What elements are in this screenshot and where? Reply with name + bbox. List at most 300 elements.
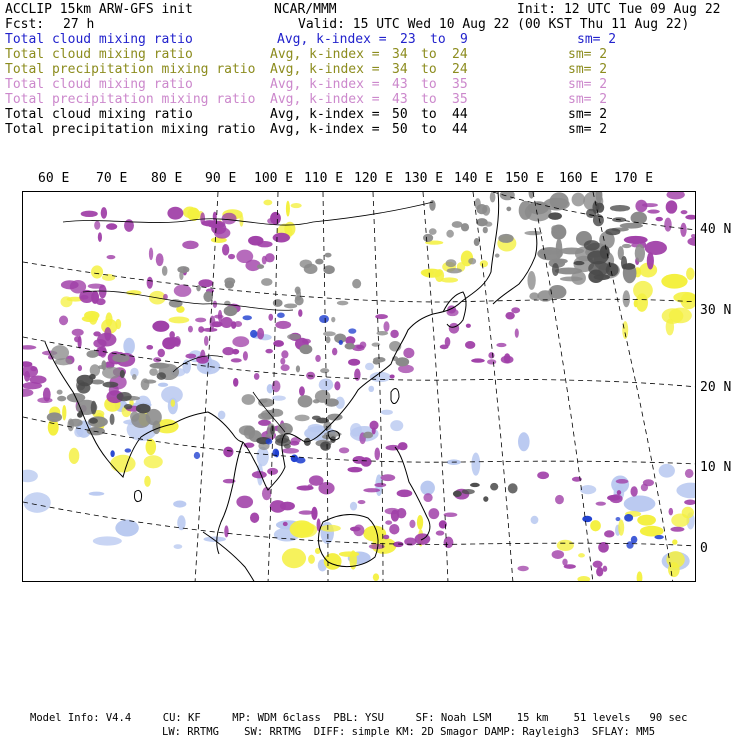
cloud-gray — [177, 266, 189, 273]
cloud-purple — [537, 472, 549, 480]
cloud-purple — [94, 221, 100, 230]
organization-label: NCAR/MMM — [274, 2, 337, 17]
cloud-purple — [107, 255, 116, 259]
cloud-purple — [593, 561, 603, 568]
cloud-gray — [498, 234, 513, 243]
legend-k-to: 24 — [452, 47, 468, 62]
cloud-gray — [631, 212, 647, 225]
precip-yellow — [682, 507, 694, 519]
cloud-gray — [537, 247, 563, 260]
cloud-light-blue — [580, 485, 596, 494]
cloud-gray — [295, 415, 310, 422]
cloud-gray — [352, 279, 361, 289]
cloud-purple — [282, 448, 299, 454]
precip-yellow — [69, 448, 80, 464]
cloud-purple — [501, 356, 514, 364]
cloud-dark-gray — [136, 404, 151, 414]
precip-yellow — [324, 553, 342, 570]
cloud-purple — [204, 336, 209, 346]
lon-label: 170 E — [614, 171, 654, 186]
cloud-purple — [257, 328, 264, 340]
cloud-gray — [551, 225, 558, 232]
cloud-purple — [423, 493, 432, 502]
cloud-gray — [224, 306, 238, 316]
cloud-purple — [270, 500, 286, 513]
legend-to-word: to — [430, 32, 446, 47]
precip-yellow — [144, 476, 151, 487]
cloud-purple — [353, 524, 364, 536]
legend-k-to: 35 — [452, 77, 468, 92]
cloud-purple — [72, 329, 84, 336]
cloud-gray — [446, 259, 457, 267]
lon-label: 110 E — [304, 171, 344, 186]
cloud-light-blue — [381, 410, 393, 415]
cloud-purple — [70, 280, 86, 293]
cloud-purple — [369, 544, 385, 549]
cloud-dark-gray — [548, 212, 562, 219]
lon-label: 120 E — [354, 171, 394, 186]
cloud-light-blue — [123, 338, 135, 355]
cloud-gray — [429, 228, 437, 235]
cloud-purple — [220, 317, 232, 328]
cloud-purple — [147, 277, 153, 289]
cloud-purple — [232, 336, 249, 347]
cloud-purple — [97, 333, 116, 347]
cloud-purple — [647, 209, 660, 213]
lon-label: 140 E — [454, 171, 494, 186]
cloud-purple — [167, 337, 180, 347]
legend-k-from: 23 — [400, 32, 416, 47]
cloud-purple — [604, 530, 614, 537]
cloud-purple — [616, 479, 629, 484]
cloud-purple — [680, 223, 686, 237]
cloud-light-blue — [173, 501, 186, 508]
cloud-gray — [331, 317, 335, 322]
cloud-purple — [664, 218, 671, 232]
lon-line-90e — [195, 192, 218, 582]
cloud-gray — [296, 365, 300, 372]
cloud-gray — [452, 221, 463, 228]
cloud-dark-gray — [120, 370, 125, 378]
cloud-purple — [37, 397, 52, 403]
cloud-purple — [214, 315, 223, 319]
cloud-purple — [267, 468, 278, 475]
legend-k-from: 43 — [392, 77, 408, 92]
cloud-dark-gray — [284, 444, 291, 449]
precip-yellow — [637, 571, 643, 582]
cloud-purple — [283, 522, 288, 526]
cloud-gray — [57, 390, 63, 395]
cloud-purple — [642, 203, 658, 207]
cloud-gray — [102, 367, 121, 379]
cloud-purple — [265, 253, 275, 262]
cloud-gray — [550, 192, 569, 209]
legend-smoothing: sm= 2 — [577, 32, 617, 47]
cloud-purple — [685, 215, 696, 220]
cloud-purple — [685, 469, 694, 478]
precip-yellow — [62, 405, 66, 420]
cloud-purple — [444, 537, 454, 548]
cloud-gray — [315, 259, 323, 265]
lon-label: 160 E — [559, 171, 599, 186]
precip-yellow — [183, 207, 197, 218]
cloud-blue — [626, 541, 633, 549]
legend-avg-label: Avg, k-index = — [270, 62, 380, 77]
cloud-purple — [167, 207, 183, 220]
map-panel — [22, 191, 696, 582]
legend-k-from: 34 — [392, 47, 408, 62]
cloud-purple — [643, 479, 654, 486]
cloud-purple — [409, 520, 415, 528]
coastline-taiwan — [391, 389, 399, 404]
cloud-gray — [323, 331, 336, 336]
cloud-light-blue — [182, 359, 191, 373]
legend-avg-label: Avg, k-index = — [270, 77, 380, 92]
precip-yellow — [339, 551, 359, 557]
cloud-purple — [281, 350, 288, 358]
legend-field-name: Total cloud mixing ratio — [5, 107, 193, 122]
legend-to-word: to — [421, 107, 437, 122]
precip-yellow — [373, 573, 379, 581]
cloud-purple — [353, 456, 366, 464]
legend-field-name: Total cloud mixing ratio — [5, 32, 193, 47]
precip-yellow — [480, 260, 488, 267]
coastline-bay-bengal — [208, 412, 243, 442]
cloud-purple — [174, 285, 192, 297]
cloud-gray — [337, 301, 349, 306]
lat-label: 10 N — [700, 460, 732, 475]
valid-time: Valid: 15 UTC Wed 10 Aug 22 (00 KST Thu 11 Aug 22) — [298, 17, 690, 32]
cloud-dark-gray — [490, 483, 498, 491]
cloud-blue — [125, 448, 132, 452]
cloud-purple — [211, 222, 226, 234]
precip-yellow — [286, 201, 290, 217]
cloud-purple — [348, 359, 360, 366]
cloud-gray — [47, 412, 62, 422]
lon-label: 80 E — [151, 171, 183, 186]
cloud-purple — [81, 211, 98, 217]
precip-yellow — [440, 277, 458, 282]
cloud-gray — [273, 299, 283, 307]
precip-yellow — [146, 439, 156, 455]
lat-label: 20 N — [700, 380, 732, 395]
precip-yellow — [636, 293, 648, 311]
lon-line-120e — [373, 192, 383, 582]
cloud-purple — [449, 323, 459, 334]
precip-yellow — [282, 548, 306, 568]
cloud-light-blue — [204, 536, 226, 542]
cloud-blue — [291, 455, 298, 463]
cloud-gray — [363, 432, 373, 439]
cloud-purple — [398, 442, 408, 450]
cloud-blue — [319, 315, 329, 323]
cloud-gray — [131, 413, 150, 428]
cloud-purple — [360, 342, 367, 349]
cloud-light-blue — [659, 464, 675, 478]
cloud-purple — [487, 359, 496, 364]
cloud-purple — [195, 318, 206, 323]
model-title: ACCLIP 15km ARW-GFS init — [5, 2, 193, 17]
cloud-gray — [423, 234, 433, 242]
cloud-dark-gray — [610, 205, 630, 212]
cloud-purple — [440, 344, 449, 349]
cloud-purple — [254, 373, 260, 380]
cloud-purple — [375, 314, 388, 319]
cloud-dark-gray — [453, 491, 462, 497]
cloud-gray — [485, 222, 493, 227]
precip-yellow — [640, 526, 664, 537]
cloud-purple — [228, 254, 235, 259]
cloud-purple — [182, 241, 198, 250]
cloud-purple — [374, 483, 386, 487]
precip-yellow — [144, 455, 163, 468]
legend-smoothing: sm= 2 — [568, 92, 608, 107]
lon-label: 150 E — [505, 171, 545, 186]
cloud-purple — [224, 525, 228, 537]
cloud-purple — [515, 328, 519, 338]
cloud-purple — [517, 566, 528, 571]
legend-k-to: 24 — [452, 62, 468, 77]
cloud-light-blue — [420, 481, 435, 496]
lat-label: 30 N — [700, 303, 732, 318]
cloud-purple — [236, 496, 253, 509]
cloud-dark-gray — [605, 228, 620, 235]
cloud-purple — [296, 485, 313, 490]
cloud-purple — [169, 331, 175, 338]
cloud-light-blue — [676, 483, 696, 499]
cloud-purple — [268, 314, 273, 321]
cloud-purple — [59, 316, 68, 326]
cloud-gray — [326, 336, 331, 343]
cloud-gray — [162, 266, 168, 276]
cloud-purple — [185, 354, 196, 359]
cloud-light-blue — [89, 492, 105, 496]
cloud-gray — [552, 258, 567, 263]
legend-k-from: 43 — [392, 92, 408, 107]
cloud-purple — [149, 247, 153, 260]
cloud-purple — [281, 364, 290, 371]
cloud-light-blue — [471, 452, 480, 475]
cloud-purple — [280, 358, 285, 365]
cloud-gray — [242, 394, 256, 405]
cloud-purple — [200, 350, 205, 362]
cloud-purple — [243, 351, 248, 360]
legend-field-name: Total precipitation mixing ratio — [5, 62, 256, 77]
legend-smoothing: sm= 2 — [568, 77, 608, 92]
cloud-gray — [429, 200, 435, 211]
cloud-gray — [468, 258, 476, 264]
cloud-purple — [198, 279, 213, 287]
cloud-dark-gray — [157, 372, 166, 380]
cloud-purple — [375, 448, 381, 461]
lon-label: 60 E — [38, 171, 70, 186]
precip-yellow — [291, 203, 302, 208]
coastline-sri-lanka — [134, 490, 141, 501]
cloud-purple — [262, 487, 271, 500]
lon-label: 90 E — [205, 171, 237, 186]
cloud-light-blue — [272, 395, 286, 400]
cloud-light-blue — [370, 372, 391, 382]
cloud-purple — [332, 348, 337, 356]
cloud-purple — [645, 241, 667, 255]
cloud-dark-gray — [462, 489, 475, 494]
lat-label: 0 — [700, 541, 708, 556]
cloud-dark-gray — [470, 483, 480, 487]
cloud-dark-gray — [312, 416, 321, 421]
cloud-light-blue — [93, 536, 122, 545]
cloud-gray — [287, 334, 301, 340]
cloud-purple — [91, 291, 99, 304]
cloud-purple — [656, 217, 663, 221]
cloud-blue — [582, 516, 592, 522]
precip-yellow — [590, 520, 601, 531]
cloud-purple — [390, 330, 399, 338]
cloud-gray — [506, 207, 511, 212]
cloud-gray — [304, 264, 318, 274]
precip-yellow — [673, 292, 696, 303]
cloud-purple — [23, 345, 36, 349]
cloud-gray — [572, 193, 585, 207]
legend-avg-label: Avg, k-index = — [277, 32, 387, 47]
cloud-purple — [403, 348, 414, 358]
cloud-gray — [635, 244, 645, 262]
cloud-blue — [339, 340, 343, 345]
cloud-gray — [196, 285, 200, 291]
legend-to-word: to — [421, 92, 437, 107]
cloud-gray — [474, 238, 480, 246]
cloud-gray — [490, 192, 496, 203]
precip-yellow — [102, 274, 115, 281]
cloud-gray — [527, 271, 535, 290]
cloud-dark-gray — [584, 240, 600, 251]
cloud-blue — [110, 450, 114, 457]
cloud-gray — [395, 357, 409, 366]
cloud-blue — [348, 328, 356, 333]
cloud-gray — [620, 223, 643, 229]
cloud-purple — [315, 355, 321, 362]
cloud-purple — [552, 550, 564, 559]
cloud-light-blue — [365, 363, 374, 370]
cloud-purple — [465, 341, 475, 349]
cloud-purple — [188, 326, 193, 333]
cloud-gray — [141, 378, 150, 390]
cloud-dark-gray — [552, 263, 559, 276]
cloud-blue — [194, 452, 200, 459]
cloud-gray — [98, 365, 105, 369]
cloud-gray — [298, 395, 313, 407]
cloud-light-blue — [531, 516, 539, 524]
legend-to-word: to — [421, 122, 437, 137]
legend-avg-label: Avg, k-index = — [270, 47, 380, 62]
cloud-purple — [200, 212, 205, 224]
cloud-gray — [320, 368, 329, 373]
precip-yellow — [637, 515, 656, 526]
cloud-gray — [447, 268, 462, 273]
cloud-blue — [624, 514, 633, 522]
cloud-purple — [257, 241, 273, 247]
cloud-gray — [69, 419, 83, 427]
legend-smoothing: sm= 2 — [568, 107, 608, 122]
cloud-gray — [86, 350, 98, 358]
precip-yellow — [60, 296, 72, 307]
cloud-dark-gray — [117, 392, 132, 401]
cloud-purple — [389, 524, 399, 534]
cloud-purple — [466, 324, 471, 328]
init-time: Init: 12 UTC Tue 09 Aug 22 — [517, 2, 721, 17]
cloud-purple — [223, 447, 233, 458]
precip-yellow — [661, 274, 687, 289]
cloud-purple — [222, 213, 237, 225]
cloud-purple — [603, 566, 608, 572]
cloud-purple — [233, 378, 238, 387]
cloud-gray — [495, 254, 500, 258]
cloud-gray — [446, 230, 454, 238]
cloud-gray — [623, 290, 630, 307]
cloud-purple — [436, 531, 445, 536]
precip-yellow — [578, 553, 585, 557]
cloud-purple — [158, 349, 165, 357]
cloud-purple — [146, 345, 153, 350]
cloud-dark-gray — [586, 209, 597, 218]
cloud-gray — [500, 192, 515, 200]
cloud-purple — [309, 475, 324, 485]
legend-k-from: 34 — [392, 62, 408, 77]
cloud-light-blue — [23, 470, 38, 483]
cloud-purple — [562, 559, 567, 566]
cloud-purple — [339, 447, 349, 453]
cloud-dark-gray — [483, 496, 488, 502]
cloud-purple — [250, 512, 259, 522]
cloud-purple — [152, 321, 169, 332]
cloud-gray — [483, 227, 488, 234]
cloud-purple — [347, 467, 362, 473]
cloud-light-blue — [624, 496, 656, 512]
footer-physics-info: LW: RRTMG SW: RRTMG DIFF: simple KM: 2D Smagor DAMP: Rayleigh3 SFLAY: MM5 — [162, 726, 656, 738]
precip-yellow — [686, 267, 694, 280]
cloud-purple — [236, 250, 253, 263]
cloud-dark-gray — [77, 375, 94, 387]
cloud-purple — [496, 343, 506, 347]
cloud-purple — [273, 233, 290, 243]
cloud-purple — [488, 352, 494, 358]
cloud-dark-gray — [91, 401, 97, 415]
cloud-gray — [475, 198, 481, 209]
legend-k-to: 44 — [452, 122, 468, 137]
cloud-gray — [325, 253, 332, 258]
cloud-gray — [622, 244, 631, 248]
precip-yellow — [110, 455, 135, 473]
precip-yellow — [91, 265, 103, 278]
cloud-dark-gray — [622, 263, 635, 269]
map-canvas — [23, 192, 696, 582]
legend-field-name: Total cloud mixing ratio — [5, 77, 193, 92]
cloud-gray — [345, 343, 355, 350]
cloud-blue — [277, 312, 285, 318]
cloud-dark-gray — [320, 441, 331, 450]
cloud-gray — [132, 374, 137, 380]
legend-k-to: 44 — [452, 107, 468, 122]
legend-smoothing: sm= 2 — [568, 62, 608, 77]
cloud-purple — [511, 307, 520, 313]
cloud-purple — [624, 236, 648, 244]
cloud-purple — [596, 502, 606, 506]
cloud-purple — [74, 336, 81, 342]
cloud-purple — [390, 374, 395, 378]
precip-yellow — [557, 540, 574, 551]
cloud-purple — [124, 219, 134, 232]
forecast-label: Fcst: — [5, 17, 45, 32]
cloud-purple — [265, 349, 273, 354]
